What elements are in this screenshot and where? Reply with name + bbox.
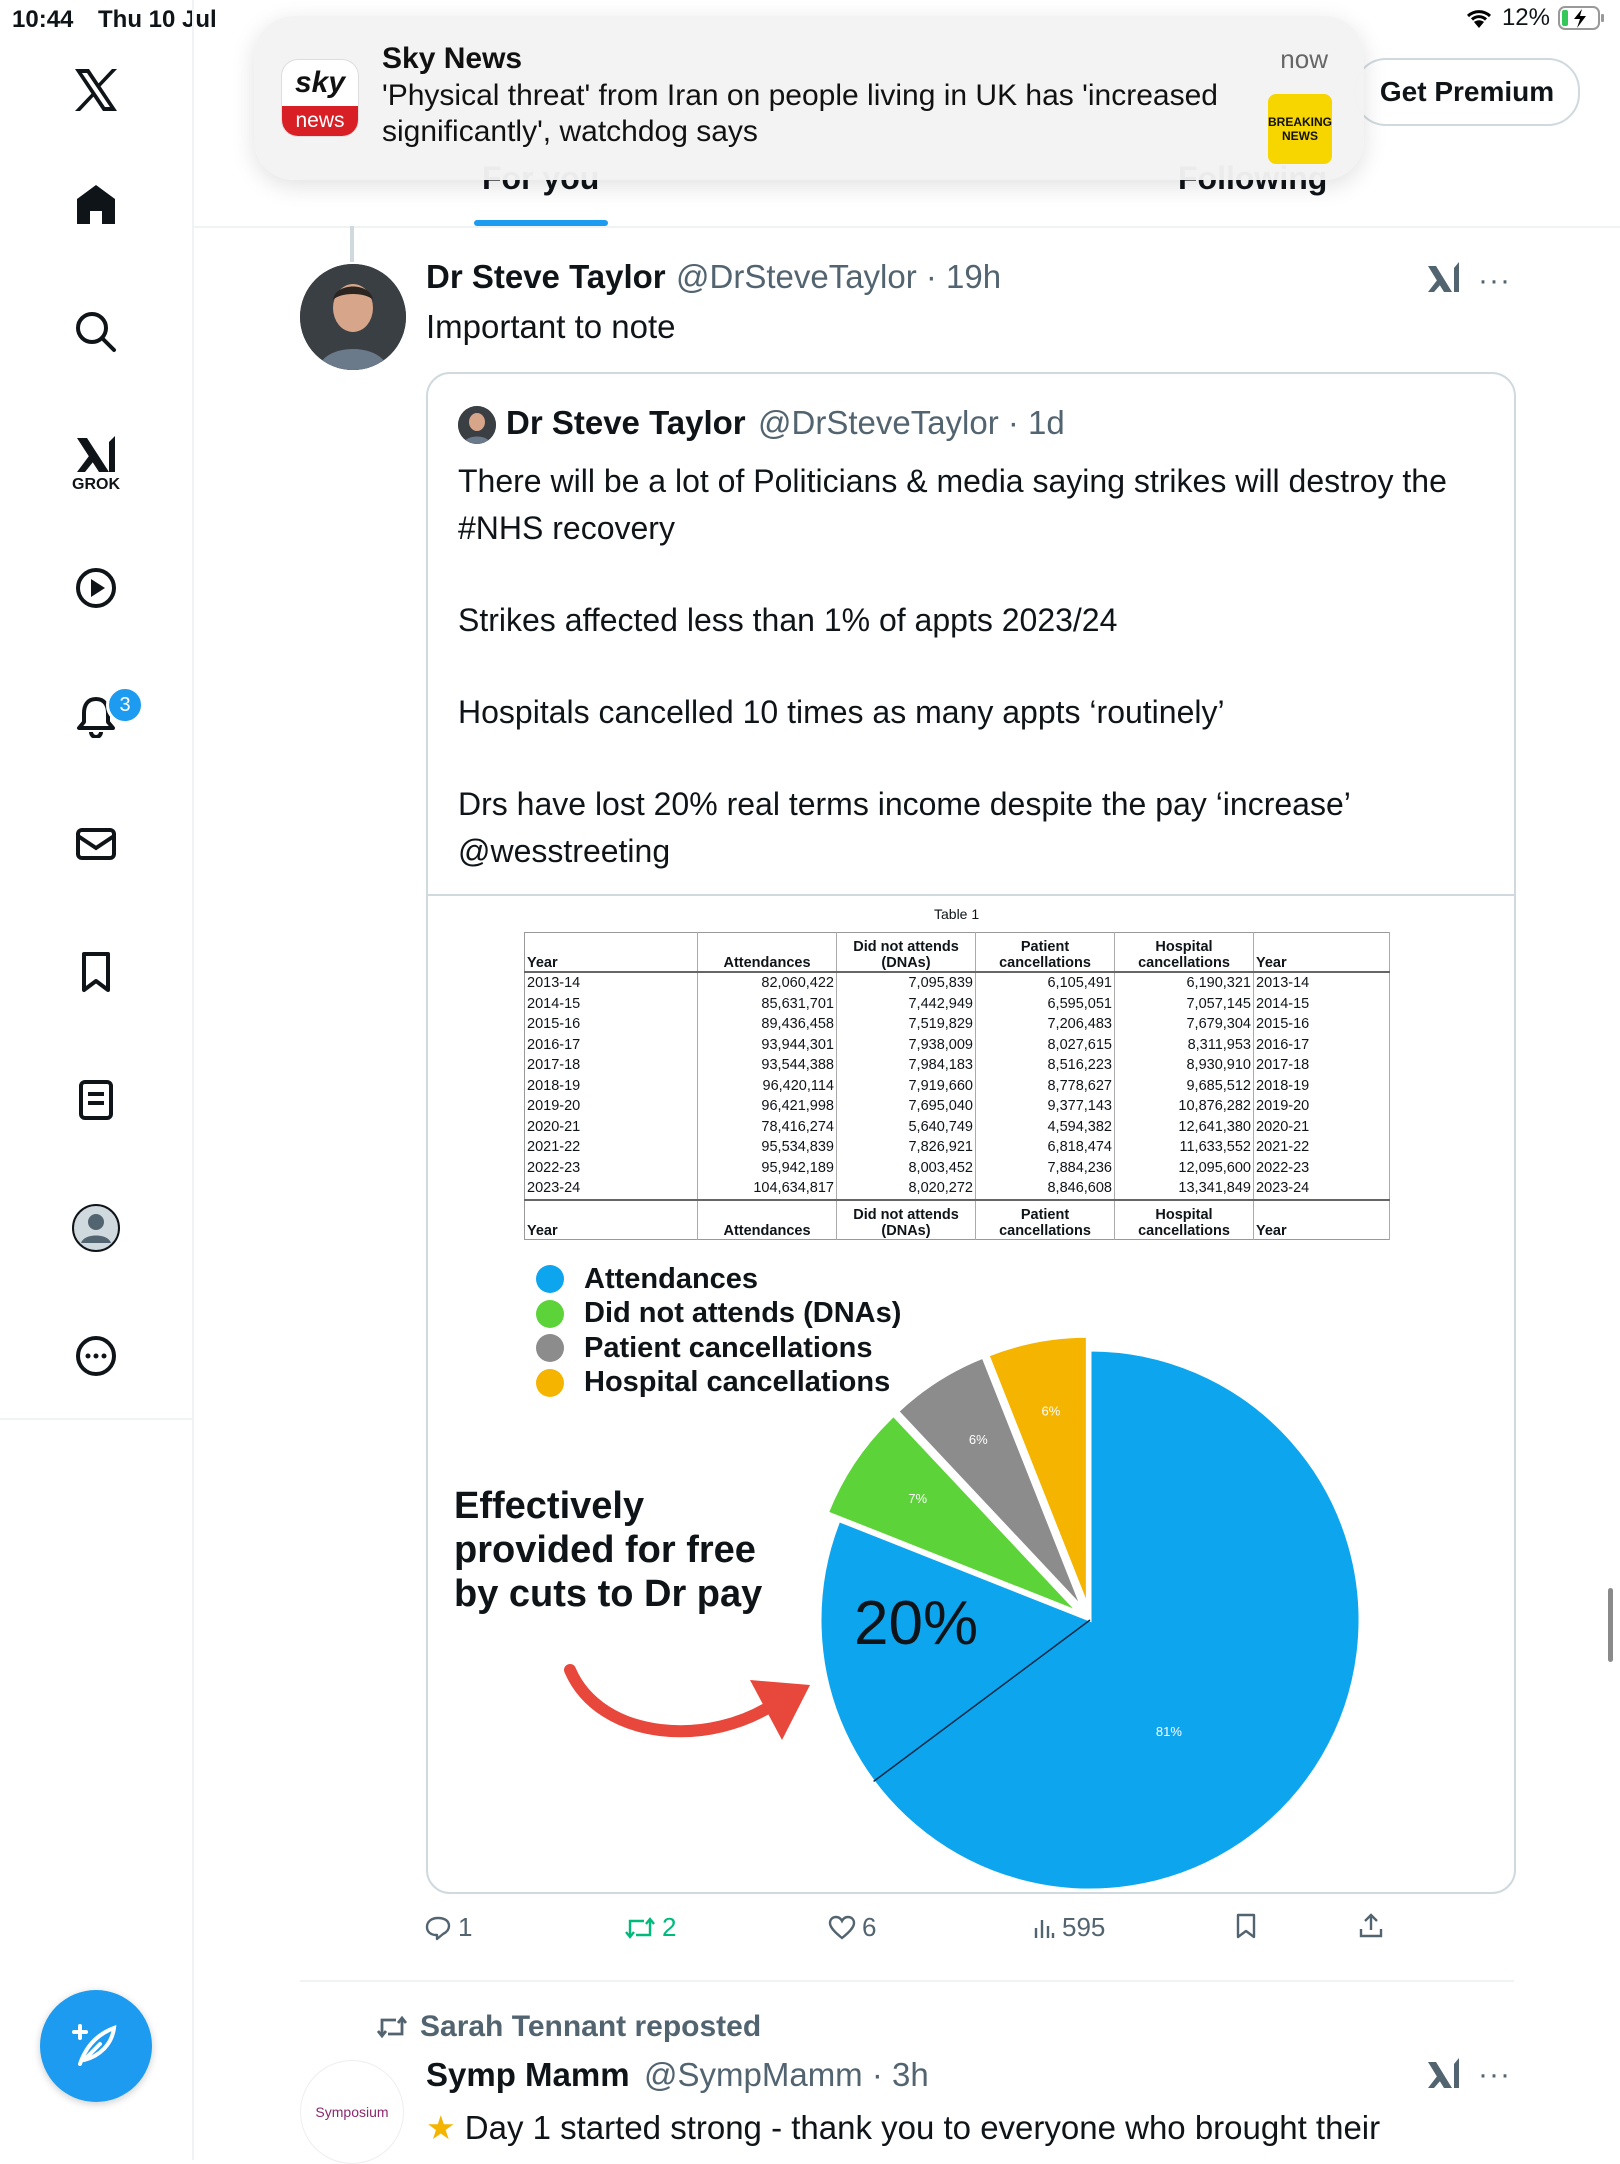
- legend-swatch: [536, 1334, 564, 1362]
- more-options-icon[interactable]: ···: [1478, 2058, 1511, 2091]
- table-cell: 2013-14: [525, 972, 698, 994]
- more-options-icon[interactable]: ···: [1478, 264, 1511, 297]
- table-header: Patient cancellations: [976, 1200, 1115, 1240]
- legend-label: Hospital cancellations: [584, 1366, 891, 1399]
- sky-news-app-icon: sky news: [282, 60, 358, 136]
- table-cell: 2013-14: [1254, 972, 1390, 994]
- table-cell: 2018-19: [525, 1076, 698, 1097]
- table-cell: 96,421,998: [698, 1096, 837, 1117]
- table-cell: 2016-17: [525, 1035, 698, 1056]
- table-header: Patient cancellations: [976, 933, 1115, 973]
- table-cell: 8,311,953: [1115, 1035, 1254, 1056]
- table-cell: 2021-22: [525, 1137, 698, 1158]
- lists-icon[interactable]: [70, 1074, 122, 1126]
- legend-swatch: [536, 1300, 564, 1328]
- table-header: Year: [525, 1200, 698, 1240]
- slice-label: 81%: [1155, 1724, 1182, 1740]
- table-cell: 2014-15: [1254, 994, 1390, 1015]
- table-row: [525, 994, 1390, 1015]
- table-row: [525, 972, 1390, 994]
- table-row: [525, 1137, 1390, 1158]
- table-cell: 96,420,114: [698, 1076, 837, 1097]
- author-name[interactable]: Dr Steve Taylor: [426, 258, 666, 295]
- bookmark-button[interactable]: [1234, 1912, 1258, 1940]
- table-cell: 2021-22: [1254, 1137, 1390, 1158]
- table-cell: 7,519,829: [837, 1014, 976, 1035]
- status-indicators: [1464, 4, 1606, 32]
- table-cell: 2017-18: [525, 1055, 698, 1076]
- table-header: Year: [525, 933, 698, 973]
- avatar[interactable]: [300, 2060, 404, 2164]
- table-header: Did not attends (DNAs): [837, 1200, 976, 1240]
- messages-icon[interactable]: [70, 818, 122, 870]
- table-cell: 7,206,483: [976, 1014, 1115, 1035]
- table-cell: 2023-24: [1254, 1178, 1390, 1200]
- quoted-paragraph: Drs have lost 20% real terms income despite the pay ‘increase’ @wesstreeting: [458, 786, 1350, 869]
- table-header: Attendances: [698, 933, 837, 973]
- repost-icon: [376, 2013, 408, 2041]
- video-icon[interactable]: [70, 562, 122, 614]
- repost-indicator[interactable]: [376, 2010, 761, 2044]
- reply-icon: [424, 1914, 452, 1942]
- table-cell: 95,534,839: [698, 1137, 837, 1158]
- table-cell: 2014-15: [525, 994, 698, 1015]
- analytics-icon: [1032, 1916, 1056, 1940]
- star-emoji-icon: ★: [426, 2109, 456, 2146]
- table-cell: 4,594,382: [976, 1117, 1115, 1138]
- author-handle-time[interactable]: @DrSteveTaylor · 19h: [676, 258, 1002, 295]
- status-time: 10:44: [12, 6, 74, 33]
- table-cell: 78,416,274: [698, 1117, 837, 1138]
- table-cell: 93,944,301: [698, 1035, 837, 1056]
- quoted-author-handle-time: @DrSteveTaylor · 1d: [758, 404, 1065, 441]
- status-date: Thu 10 Jul: [98, 6, 217, 33]
- table-cell: 7,984,183: [837, 1055, 976, 1076]
- table-cell: 95,942,189: [698, 1158, 837, 1179]
- table-cell: 7,919,660: [837, 1076, 976, 1097]
- table-cell: 8,027,615: [976, 1035, 1115, 1056]
- table-cell: 2020-21: [1254, 1117, 1390, 1138]
- table-cell: 8,020,272: [837, 1178, 976, 1200]
- author-handle-time[interactable]: @SympMamm · 3h: [644, 2056, 929, 2093]
- table-cell: 6,818,474: [976, 1137, 1115, 1158]
- legend-label: Patient cancellations: [584, 1331, 873, 1364]
- sidebar: [0, 0, 194, 2160]
- compose-feather-icon: [70, 2020, 122, 2072]
- table-cell: 7,695,040: [837, 1096, 976, 1117]
- push-notification[interactable]: [254, 16, 1364, 180]
- repost-icon: [624, 1914, 656, 1942]
- table-cell: 2022-23: [525, 1158, 698, 1179]
- table-cell: 89,436,458: [698, 1014, 837, 1035]
- table-cell: 12,095,600: [1115, 1158, 1254, 1179]
- table-cell: 2019-20: [525, 1096, 698, 1117]
- home-icon[interactable]: [70, 178, 122, 230]
- table-cell: 5,640,749: [837, 1117, 976, 1138]
- quoted-paragraph: There will be a lot of Politicians & media saying strikes will destroy the #NHS recovery: [458, 463, 1447, 546]
- scrollbar[interactable]: [1608, 1588, 1613, 1662]
- red-arrow-icon: [560, 1640, 820, 1760]
- author-name[interactable]: Symp Mamm: [426, 2056, 630, 2093]
- table-cell: 9,377,143: [976, 1096, 1115, 1117]
- highlight-percent: 20%: [854, 1589, 979, 1658]
- media-divider: [428, 894, 1514, 896]
- table-row: [525, 1035, 1390, 1056]
- battery-charging-icon: [1558, 5, 1606, 31]
- table-cell: 104,634,817: [698, 1178, 837, 1200]
- bookmarks-icon[interactable]: [70, 946, 122, 998]
- legend-swatch: [536, 1369, 564, 1397]
- table-cell: 7,826,921: [837, 1137, 976, 1158]
- table-cell: 93,544,388: [698, 1055, 837, 1076]
- breaking-news-thumbnail: BREAKING NEWS: [1268, 94, 1332, 164]
- table-cell: 2017-18: [1254, 1055, 1390, 1076]
- tabs-divider: [192, 226, 1620, 228]
- thread-line: [350, 226, 354, 262]
- notification-time: now: [1280, 44, 1328, 74]
- table-cell: 6,105,491: [976, 972, 1115, 994]
- legend-label: Did not attends (DNAs): [584, 1297, 902, 1330]
- view-count: 595: [1062, 1912, 1106, 1942]
- table-cell: 7,057,145: [1115, 994, 1254, 1015]
- table-cell: 13,341,849: [1115, 1178, 1254, 1200]
- notifications-badge: 3: [106, 686, 144, 724]
- profile-avatar-icon[interactable]: [70, 1202, 122, 1254]
- tweet-text: ★ Day 1 started strong - thank you to everyone who brought their: [426, 2109, 1381, 2146]
- quoted-tweet-text: [458, 458, 1488, 920]
- avatar[interactable]: [300, 264, 406, 370]
- table-footer-row: [525, 1200, 1390, 1240]
- table-row: [525, 1096, 1390, 1117]
- search-icon[interactable]: [70, 306, 122, 358]
- compose-button[interactable]: [40, 1990, 152, 2102]
- slice-label: 6%: [968, 1432, 988, 1448]
- like-count: 6: [862, 1912, 877, 1942]
- table-cell: 7,442,949: [837, 994, 976, 1015]
- repost-count: 2: [662, 1912, 677, 1942]
- table-cell: 8,930,910: [1115, 1055, 1254, 1076]
- table-cell: 8,778,627: [976, 1076, 1115, 1097]
- notification-body: 'Physical threat' from Iran on people living in UK has 'increased significantly', watchdog says: [382, 79, 1218, 148]
- table-cell: 2022-23: [1254, 1158, 1390, 1179]
- like-button[interactable]: [828, 1912, 876, 1943]
- table-cell: 12,641,380: [1115, 1117, 1254, 1138]
- legend-swatch: [536, 1265, 564, 1293]
- table-cell: 2018-19: [1254, 1076, 1390, 1097]
- table-cell: 8,516,223: [976, 1055, 1115, 1076]
- table-header-row: [525, 933, 1390, 973]
- tweet-text: Important to note: [426, 308, 676, 345]
- chart-annotation: Effectively provided for free by cuts to Dr pay: [454, 1485, 763, 1615]
- attendance-table: [524, 932, 1390, 1240]
- quoted-paragraph: Strikes affected less than 1% of appts 2023/24: [458, 602, 1118, 638]
- quoted-author-name: Dr Steve Taylor: [506, 404, 746, 441]
- table-header: Year: [1254, 933, 1390, 973]
- table-cell: 9,685,512: [1115, 1076, 1254, 1097]
- table-title: Table 1: [934, 906, 980, 922]
- grok-explain-icon[interactable]: [1426, 260, 1462, 305]
- table-header: Hospital cancellations: [1115, 933, 1254, 973]
- table-header: Year: [1254, 1200, 1390, 1240]
- table-header: Did not attends (DNAs): [837, 933, 976, 973]
- table-cell: 82,060,422: [698, 972, 837, 994]
- heart-icon: [828, 1915, 856, 1941]
- table-cell: 2020-21: [525, 1117, 698, 1138]
- table-cell: 6,190,321: [1115, 972, 1254, 994]
- table-row: [525, 1076, 1390, 1097]
- avatar-logo-text: Symposium: [315, 2104, 389, 2120]
- reply-button[interactable]: [424, 1912, 472, 1943]
- slice-label: 6%: [1041, 1403, 1061, 1419]
- grok-label: GROK: [72, 476, 120, 493]
- notification-app-name: Sky News: [382, 42, 523, 75]
- table-cell: 7,884,236: [976, 1158, 1115, 1179]
- table-cell: 7,679,304: [1115, 1014, 1254, 1035]
- grok-icon[interactable]: [70, 428, 122, 500]
- table-cell: 10,876,282: [1115, 1096, 1254, 1117]
- table-cell: 85,631,701: [698, 994, 837, 1015]
- get-premium-button[interactable]: Get Premium: [1354, 58, 1580, 126]
- table-row: [525, 1014, 1390, 1035]
- grok-explain-icon[interactable]: [1426, 2056, 1462, 2101]
- tweet-separator: [300, 1980, 1514, 1982]
- repost-button[interactable]: [624, 1912, 676, 1943]
- table-cell: 7,095,839: [837, 972, 976, 994]
- more-options-icon[interactable]: [70, 1330, 122, 1382]
- bookmark-icon: [1234, 1912, 1258, 1940]
- table-cell: 2015-16: [525, 1014, 698, 1035]
- legend-item: [536, 1262, 901, 1297]
- quoted-paragraph: Hospitals cancelled 10 times as many appts ‘routinely’: [458, 694, 1225, 730]
- table-cell: 11,633,552: [1115, 1137, 1254, 1158]
- table-row: [525, 1117, 1390, 1138]
- table-cell: 8,003,452: [837, 1158, 976, 1179]
- slice-label: 7%: [908, 1490, 928, 1506]
- share-icon: [1358, 1912, 1384, 1940]
- reposted-by: Sarah Tennant reposted: [420, 2010, 762, 2043]
- quoted-avatar: [458, 406, 496, 444]
- table-cell: 6,595,051: [976, 994, 1115, 1015]
- reply-count: 1: [458, 1912, 473, 1942]
- table-cell: 2015-16: [1254, 1014, 1390, 1035]
- wifi-icon: [1464, 6, 1494, 30]
- table-row: [525, 1158, 1390, 1179]
- table-header: Attendances: [698, 1200, 837, 1240]
- views-button[interactable]: [1032, 1912, 1105, 1943]
- x-logo-icon[interactable]: [70, 64, 122, 116]
- table-row: [525, 1178, 1390, 1200]
- table-cell: 2023-24: [525, 1178, 698, 1200]
- table-cell: 2019-20: [1254, 1096, 1390, 1117]
- table-cell: 2016-17: [1254, 1035, 1390, 1056]
- table-cell: 7,938,009: [837, 1035, 976, 1056]
- share-button[interactable]: [1358, 1912, 1384, 1940]
- table-row: [525, 1055, 1390, 1076]
- table-cell: 8,846,608: [976, 1178, 1115, 1200]
- battery-percent: 12%: [1501, 4, 1550, 31]
- table-header: Hospital cancellations: [1115, 1200, 1254, 1240]
- legend-label: Attendances: [584, 1262, 759, 1295]
- sidebar-divider: [0, 1418, 192, 1420]
